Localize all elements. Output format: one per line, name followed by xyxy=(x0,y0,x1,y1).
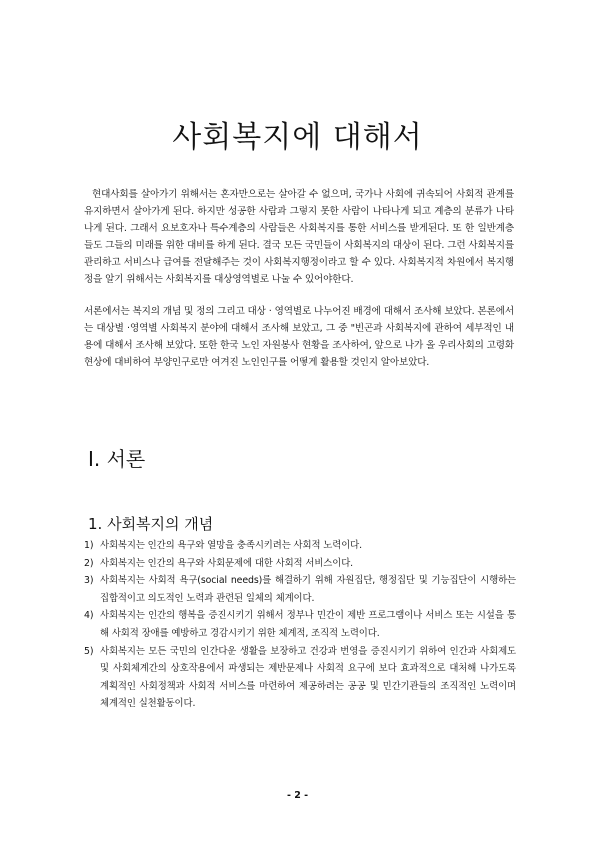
list-item-number: 5) xyxy=(84,645,94,657)
overview-paragraph: 서론에서는 복지의 개념 및 정의 그리고 대상 · 영역별로 나누어진 배경에 대해서 조사해 보았다. 본론에서는 대상별 ·영역별 사회복지 분야에 대해서 조사해 보았고, 그 중 "빈곤과 사회복지에 관하여 세부적인 내용에 대해서 조사해 보았다. 또한 한국 노인 자원봉사 현황을 조사하여, 앞으로 나가 올 우리사회의 고령화 현상에 대비하여 부양인구로만 여겨진 노인인구를 어떻게 활용할 것인지 알아보았다. xyxy=(84,305,514,368)
list-item-number: 3) xyxy=(84,575,94,587)
list-item xyxy=(84,572,516,607)
definition-list xyxy=(84,537,516,713)
document-title: 사회복지에 대해서 xyxy=(172,120,423,156)
list-item xyxy=(84,555,516,573)
list-item-number: 4) xyxy=(84,610,94,622)
page-number: - 2 - xyxy=(286,790,309,801)
intro-paragraph: 현대사회를 살아가기 위해서는 혼자만으로는 살아갈 수 없으며, 국가나 사회에 귀속되어 사회적 관계를 유지하면서 살아가게 된다. 하지만 성공한 사람과 그렇지 못한 사람이 나타나게 되고 계층의 분류가 나타나게 된다. 그래서 요보호자나 특수계층의 사람들은 사회복지를 통한 서비스를 받게된다. 또 한 일반계층들도 그들의 미래를 위한 대비를 하게 된다. 결국 모든 국민들이 사회복지의 대상이 된다. 그런 사회복지를 관리하고 서비스나 급여를 전달해주는 것이 사회복지행정이라고 할 수 있다. 사회복지적 차원에서 복지행정을 알기 위해서는 사회복지를 대상영역별로 나눌 수 있어야한다. xyxy=(84,188,514,285)
list-item-text: 사회복지는 사회적 욕구(social needs)를 해결하기 위해 자원집단, 행정집단 및 기능집단이 시행하는 집합적이고 의도적인 노력과 관련된 일체의 체계이다. xyxy=(100,575,516,604)
list-item-text: 사회복지는 인간의 욕구와 열망을 충족시키려는 사회적 노력이다. xyxy=(100,540,362,551)
list-item xyxy=(84,537,516,555)
list-item-text: 사회복지는 인간의 욕구와 사회문제에 대한 사회적 서비스이다. xyxy=(100,557,354,569)
list-item xyxy=(84,643,516,713)
list-item-text: 사회복지는 인간의 행복을 증진시키기 위해서 정부나 민간이 제반 프로그램이나 서비스 또는 시설을 통해 사회적 장애를 예방하고 경감시키기 위한 체계적, 조직적 노력이다. xyxy=(100,610,516,639)
section-heading: Ⅰ. 서론 xyxy=(88,446,146,471)
list-item-number: 2) xyxy=(84,557,94,569)
list-item-text: 사회복지는 모든 국민의 인간다운 생활을 보장하고 건강과 번영을 증진시키기 위하여 인간과 사회제도 및 사회체계간의 상호작용에서 파생되는 제반문제나 사회적 요구에 보다 효과적으로 대처해 나가도록 계획적인 사회정책과 사회적 서비스를 마련하여 제공하려는 공공 및 민간기관들의 조직적인 노력이며 체계적인 실천활동이다. xyxy=(100,645,516,710)
list-item-number: 1) xyxy=(84,540,94,551)
list-item xyxy=(84,607,516,642)
subsection-heading: 1. 사회복지의 개념 xyxy=(88,515,214,533)
